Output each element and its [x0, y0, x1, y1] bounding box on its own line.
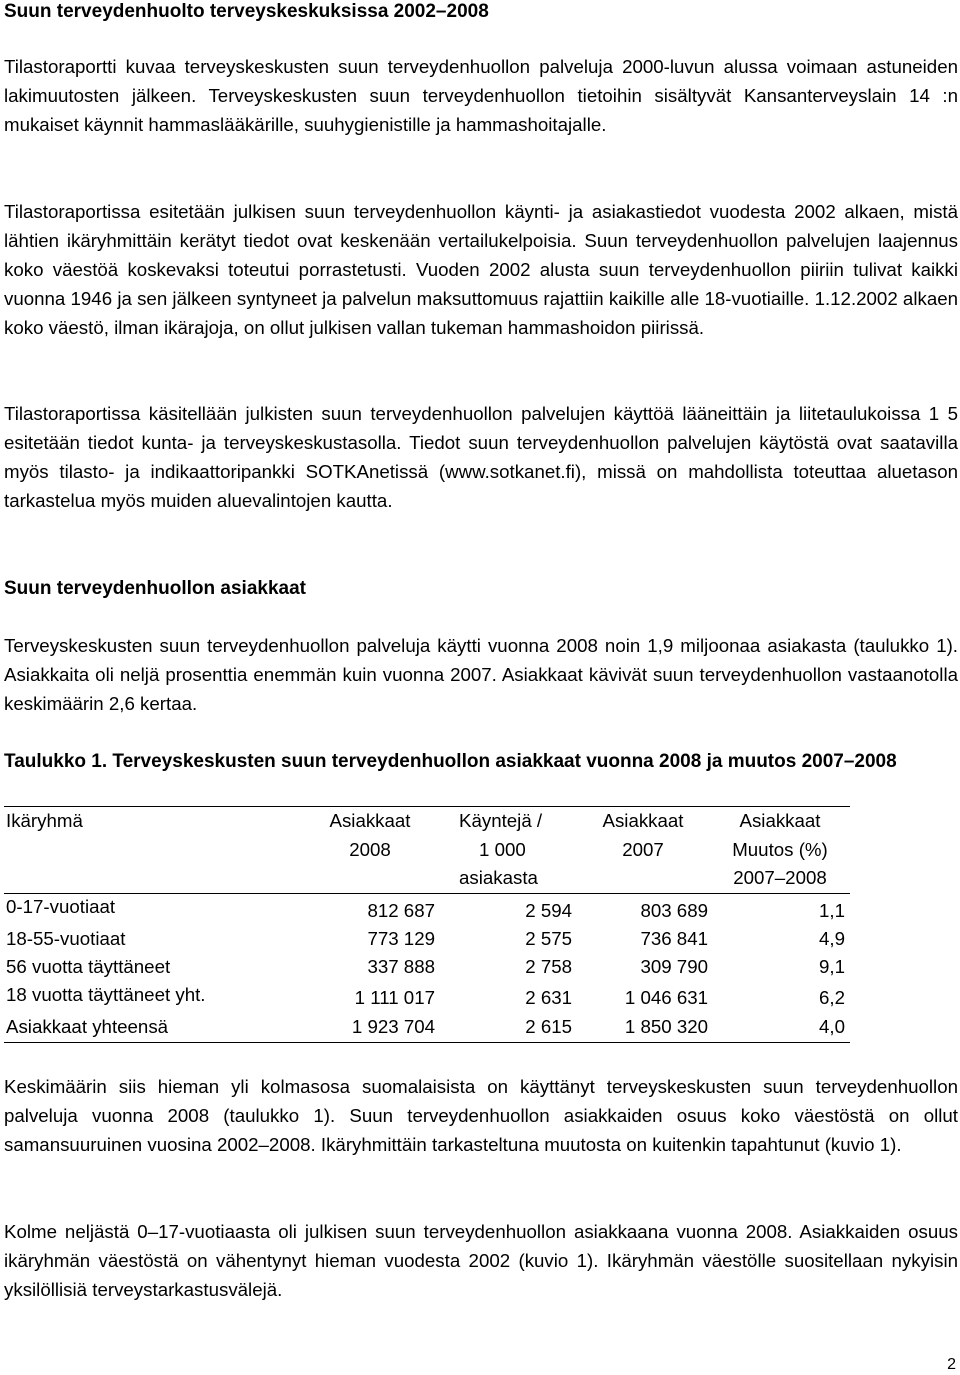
paragraph-scope: Tilastoraportissa esitetään julkisen suun terveydenhuollon käynti- ja asiakastiedot vuodesta 2002 alkaen, mistä lähtien ikäryhmittäin kerätyt tiedot ovat keskenään vertailukelpoisia. Suun terveydenhuollon palvelujen laajennus koko väestöä koskevaksi toteutui porrastetusti. Vuoden 2002 alusta suun terveydenhuollon piiriin tulivat kaikki vuonna 1946 ja sen jälkeen syntyneet ja palvelun maksuttomuus rajattiin kaikille alle 18-vuotiaille. 1.12.2002 alkaen koko väestö, ilman ikärajoja, on ollut julkisen vallan tukeman hammashoidon piirissä. — [4, 201, 958, 338]
paragraph-intro: Tilastoraportti kuvaa terveyskeskusten suun terveydenhuollon palveluja 2000-luvun alussa voimaan astuneiden lakimuutosten jälkeen. Terveyskeskusten suun terveydenhuollon tietoihin sisältyvät Kansanterveyslain 14 :n mukaiset käynnit hammaslääkärille, suuhygienistille ja hammashoitajalle. — [4, 56, 958, 135]
document-title: Suun terveydenhuolto terveyskeskuksissa 2002–2008 — [4, 1, 489, 22]
paragraph-tables: Tilastoraportissa käsitellään julkisten suun terveydenhuollon palvelujen käyttöä lääneittäin ja liitetaulukoissa 1 5 esitetään tiedot kunta- ja terveyskeskustasolla. Tiedot suun terveydenhuollon palvelujen käytöstä ovat saatavilla myös tilasto- ja indikaattoripankki SOTKAnetissä (www.sotkanet.fi), missä on mahdollista toteuttaa aluetason tarkastelua myös muiden aluevalintojen kautta. — [4, 403, 958, 511]
document-page: Suun terveydenhuolto terveyskeskuksissa 2002–2008 Tilastoraportti kuvaa terveyskeskusten suun terveydenhuollon palveluja 2000-luvun alussa voimaan astuneiden lakimuutosten jälkeen. Terveyskeskusten suun terveydenhuollon tietoihin sisältyvät Kansanterveyslain 14 :n mukaiset käynnit hammaslääkärille, suuhygienistille ja hammashoitajalle. Tilastoraportissa esitetään julkisen suun terveydenhuollon käynti- ja asiakastiedot vuodesta 2002 alkaen, mistä lähtien ikäryhmittäin kerätyt tiedot ovat keskenään vertailukelpoisia. Suun terveydenhuollon palvelujen laajennus koko väestöä koskevaksi toteutui porrastetusti. Vuoden 2002 alusta suun terveydenhuollon piiriin tulivat kaikki vuonna 1946 ja sen jälkeen syntyneet ja palvelun maksuttomuus rajattiin kaikille alle 18-vuotiaille. 1.12.2002 alkaen koko väestö, ilman ikärajoja, on ollut julkisen vallan tukeman hammashoidon piirissä. Tilastoraportissa käsitellään julkisten suun terveydenhuollon palvelujen käyttöä lääneittäin ja liitetaulukoissa 1 5 esitetään tiedot kunta- ja terveyskeskustasolla. Tiedot suun terveydenhuollon palvelujen käytöstä ovat saatavilla myös tilasto- ja indikaattoripankki SOTKAnetissä (www.sotkanet.fi), missä on mahdollista toteuttaa aluetason tarkastelua myös muiden aluevalintojen kautta. Suun terveydenhuollon asiakkaat Terveyskeskusten suun terveydenhuollon palveluja käytti vuonna 2008 noin 1,9 miljoonaa asiakasta (taulukko 1). Asiakkaita oli neljä prosenttia enemmän kuin vuonna 2007. Asiakkaat kävivät suun terveydenhuollon vastaanotolla keskimäärin 2,6 kertaa. Taulukko 1. Terveyskeskusten suun terveydenhuollon asiakkaat vuonna 2008 ja muutos 2007–2008 Ikäryhmä Asiakkaat 2008 Käyntejä / 1 000 asiakasta Asiakkaat 2007 Asiakkaat Muutos (%) 2007–2008 0-17-vuotiaat 812 687 2 594 803 689 1,1 18-55-vuotiaat 773 129 2 575 736 841 4,9 56 vuotta täyttäneet 337 888 2 758 309 790 9,1 18 vuotta täyttäneet yht. 1 111 017 2 631 1 046 631 6,2 Asiakkaat yhteensä 1 923 704 2 615 1 850 320 4,0 Keskimäärin siis hieman yli kolmasosa suomalaisista on käyttänyt terveyskeskusten suun terveydenhuollon palveluja vuonna 2008 (taulukko 1). Suun terveydenhuollon asiakkaiden osuus koko väestöstä on ollut samansuuruinen vuosina 2002–2008. Ikäryhmittäin tarkasteltuna muutosta on kuitenkin tapahtunut (kuvio 1). Kolme neljästä 0–17-vuotiaasta oli julkisen suun terveydenhuollon asiakkaana vuonna 2008. Asiakkaiden osuus ikäryhmän väestöstä on vähentynyt hieman vuodesta 2002 (kuvio 1). Ikäryhmän väestölle suositellaan nykyisin yksilöllisiä terveystarkastusvälejä. 2 — [4, 1, 958, 1373]
table-caption: Taulukko 1. Terveyskeskusten suun terveydenhuollon asiakkaat vuonna 2008 ja muutos 2007–2008 — [4, 751, 897, 772]
paragraph-children: Kolme neljästä 0–17-vuotiaasta oli julkisen suun terveydenhuollon asiakkaana vuonna 2008. Asiakkaiden osuus ikäryhmän väestöstä on vähentynyt hieman vuodesta 2002 (kuvio 1). Ikäryhmän väestölle suositellaan nykyisin yksilöllisiä terveystarkastusvälejä. — [4, 1221, 958, 1300]
header-clients-2007: Asiakkaat 2007 — [602, 810, 684, 860]
header-clients-2008: Asiakkaat 2008 — [329, 810, 411, 860]
header-visits-per-1000: Käyntejä / 1 000 asiakasta — [459, 810, 543, 888]
paragraph-share: Keskimäärin siis hieman yli kolmasosa suomalaisista on käyttänyt terveyskeskusten suun terveydenhuollon palveluja vuonna 2008 (taulukko 1). Suun terveydenhuollon asiakkaiden osuus koko väestöstä on ollut samansuuruinen vuosina 2002–2008. Ikäryhmittäin tarkasteltuna muutosta on kuitenkin tapahtunut (kuvio 1). — [4, 1076, 958, 1155]
page-number: 2 — [947, 1356, 956, 1373]
header-age-group: Ikäryhmä — [6, 810, 83, 831]
section-heading: Suun terveydenhuollon asiakkaat — [4, 578, 306, 599]
table-header-rule — [4, 893, 850, 894]
header-change-pct: Asiakkaat Muutos (%) 2007–2008 — [732, 810, 828, 888]
paragraph-clients: Terveyskeskusten suun terveydenhuollon palveluja käytti vuonna 2008 noin 1,9 miljoonaa asiakasta (taulukko 1). Asiakkaita oli neljä prosenttia enemmän kuin vuonna 2007. Asiakkaat kävivät suun terveydenhuollon vastaanotolla keskimäärin 2,6 kertaa. — [4, 635, 958, 714]
table-bottom-rule — [4, 1042, 850, 1043]
